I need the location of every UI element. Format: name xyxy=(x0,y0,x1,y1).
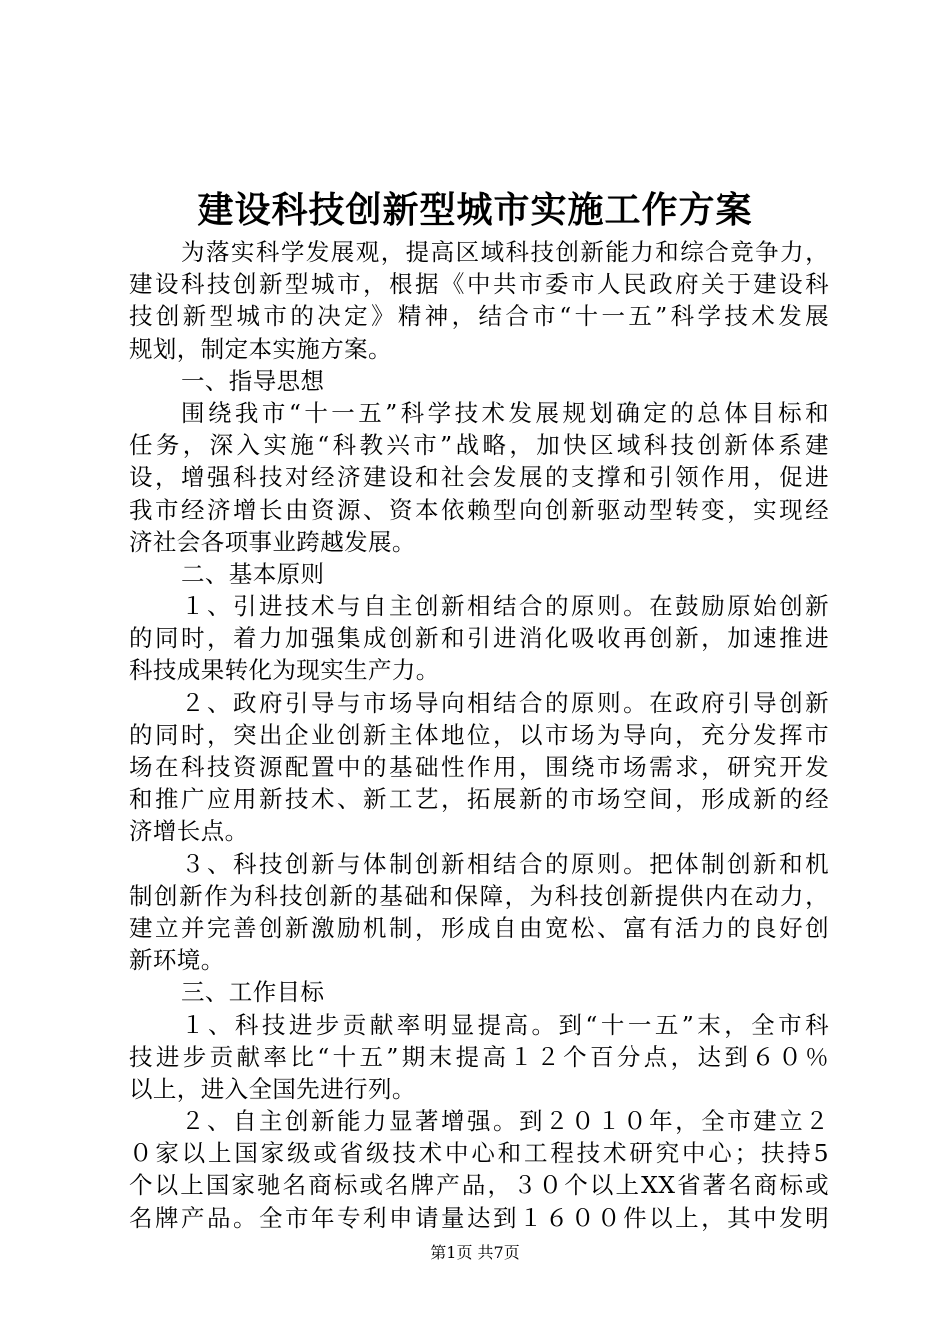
body-line: ０家以上国家级或省级技术中心和工程技术研究中心；扶持5 xyxy=(129,1139,829,1168)
body-line: 建立并完善创新激励机制，形成自由宽松、富有活力的良好创 xyxy=(129,913,829,942)
body-line: 我市经济增长由资源、资本依赖型向创新驱动型转变，实现经 xyxy=(129,495,829,524)
body-line: 济增长点。 xyxy=(129,817,249,846)
body-line: 建设科技创新型城市，根据《中共市委市人民政府关于建设科 xyxy=(129,270,829,299)
body-line: 围绕我市“十一五”科学技术发展规划确定的总体目标和 xyxy=(181,398,829,427)
body-line: 技创新型城市的决定》精神，结合市“十一五”科学技术发展 xyxy=(129,302,829,331)
body-line: 设，增强科技对经济建设和社会发展的支撑和引领作用，促进 xyxy=(129,463,829,492)
body-line: 为落实科学发展观，提高区域科技创新能力和综合竞争力， xyxy=(181,238,829,266)
body-line: １、引进技术与自主创新相结合的原则。在鼓励原始创新 xyxy=(181,592,829,621)
body-line: 制创新作为科技创新的基础和保障，为科技创新提供内在动力， xyxy=(129,881,829,910)
body-line: 和推广应用新技术、新工艺，拓展新的市场空间，形成新的经 xyxy=(129,785,829,814)
page-footer: 第1页 共7页 xyxy=(430,1243,520,1262)
body-line: 科技成果转化为现实生产力。 xyxy=(129,656,440,685)
body-line: １、科技进步贡献率明显提高。到“十一五”末，全市科 xyxy=(181,1010,829,1039)
body-line: ２、自主创新能力显著增强。到２０１０年，全市建立２ xyxy=(181,1107,829,1136)
document-body xyxy=(129,236,829,1234)
body-line: 的同时，突出企业创新主体地位，以市场为导向，充分发挥市 xyxy=(129,720,829,749)
body-line: 以上，进入全国先进行列。 xyxy=(129,1074,416,1103)
body-line: 技进步贡献率比“十五”期末提高１２个百分点，达到６０％ xyxy=(129,1042,829,1071)
body-line: 济社会各项事业跨越发展。 xyxy=(129,527,416,556)
body-line: 新环境。 xyxy=(129,946,225,975)
document-title: 建设科技创新型城市实施工作方案 xyxy=(197,189,753,231)
body-line: 三、工作目标 xyxy=(181,978,325,1007)
body-line: ３、科技创新与体制创新相结合的原则。把体制创新和机 xyxy=(181,849,829,878)
body-line: 场在科技资源配置中的基础性作用，围绕市场需求，研究开发 xyxy=(129,753,829,781)
body-line: 规划，制定本实施方案。 xyxy=(129,334,392,363)
body-line: 的同时，着力加强集成创新和引进消化吸收再创新，加速推进 xyxy=(129,624,829,653)
body-line: 任务，深入实施“科教兴市”战略，加快区域科技创新体系建 xyxy=(129,431,829,460)
body-line: ２、政府引导与市场导向相结合的原则。在政府引导创新 xyxy=(181,688,829,717)
body-line: 名牌产品。全市年专利申请量达到１６００件以上，其中发明 xyxy=(129,1203,829,1232)
body-line: 一、指导思想 xyxy=(181,366,325,395)
body-line: 个以上国家驰名商标或名牌产品，３０个以上XX省著名商标或 xyxy=(129,1171,829,1200)
body-line: 二、基本原则 xyxy=(181,559,325,588)
